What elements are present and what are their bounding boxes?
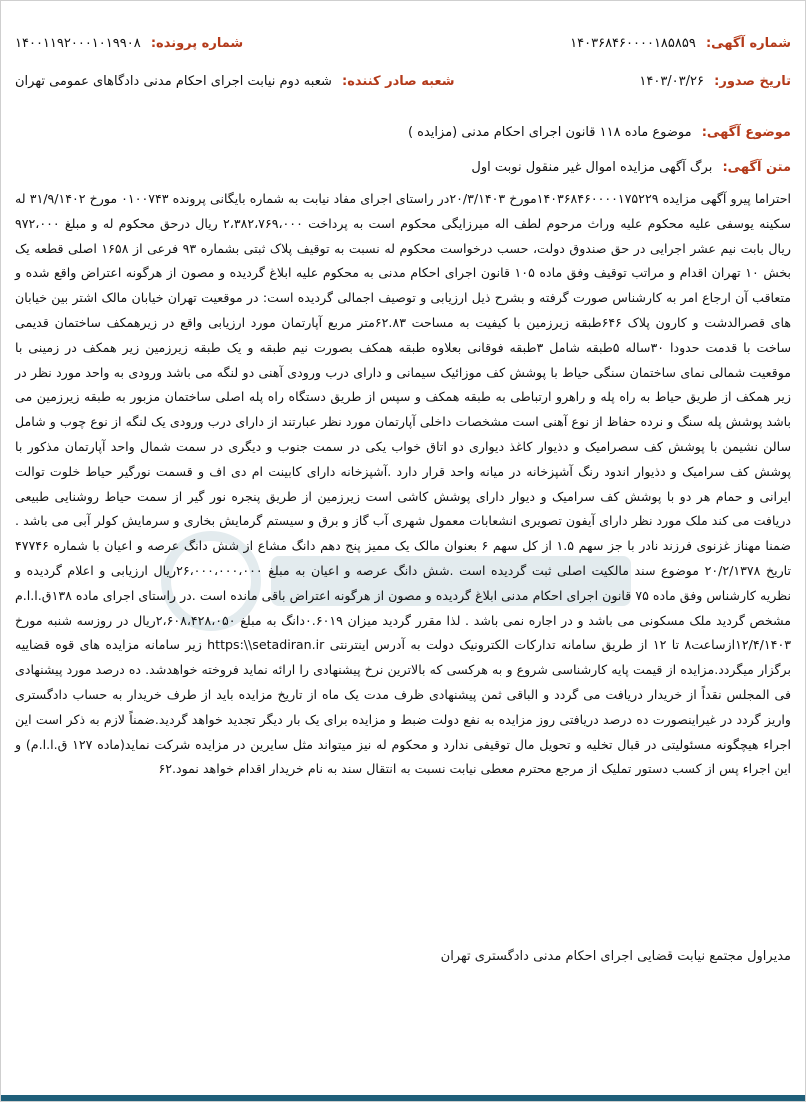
case-number-label: شماره پرونده: [150,36,244,51]
issuer-value: شعبه دوم نیابت اجرای احکام مدنی دادگاهای عمومی تهران [15,74,332,89]
issuer-label: شعبه صادر کننده: [342,74,455,89]
header-row-2 [15,71,791,93]
issue-date-label: تاریخ صدور: [714,74,791,89]
header-row-1 [15,33,791,55]
ad-subject-value: موضوع ماده ۱۱۸ قانون اجرای احکام مدنی (مزایده ) [407,125,692,140]
ad-number-label: شماره آگهی: [705,36,791,51]
ad-subject [15,123,791,143]
ad-text-label: متن آگهی: [722,160,791,175]
ad-text-value: برگ آگهی مزایده اموال غیر منقول نوبت اول [471,160,713,175]
case-number-value: ۱۴۰۰۱۱۹۲۰۰۰۱۰۱۹۹۰۸ [15,36,141,51]
ad-body-paragraph: احتراما پیرو آگهی مزایده ۱۴۰۳۶۸۴۶۰۰۰۰۱۷۵۲۲۹مورخ ۲۰/۳/۱۴۰۳در راستای اجرای مفاد نیابت به شماره بایگانی پرونده ۰۱۰۰۷۴۳ مورخ ۳۱/۹/۱۴۰۲ له سکینه یوسفی علیه محکوم علیه وراث مرحوم لطف اله میرزایگی محکوم است به پرداخت ۲،۳۸۲،۷۶۹،۰۰۰ ریال درحق محکوم له و مبلغ ۹۷۲،۰۰۰ ریال بابت نیم عشر اجرایی در حق صندوق دولت، حسب درخواست محکوم له نسبت به توقیف پلاک ثبتی بشماره ۹۳ فرعی از ۱۶۵۸ اصلی قطعه یک بخش ۱۰ تهران اقدام و مراتب توقیف وفق ماده ۱۰۵ قانون اجرای احکام مدنی به محکوم علیه ابلاغ گردیده و مصون از هرگونه اعتراض واقع شده و متعاقب آن ارجاع امر به کارشناس صورت گرفته و بشرح ذیل ارزیابی و توصیف اجمالی گردیده است: در موقعیت تهران خیابان مالک اشتر بین خیابان های قصرالدشت و کارون پلاک ۶۴۶طبقه زیرزمین با کیفیت به مساحت ۶۲.۸۳متر مربع آپارتمان مورد ارزیابی واقع در زیرهمکف ساختمان قدیمی ساخت با قدمت حدودا ۳۰ساله ۵طبقه شامل ۳طبقه فوقانی بعلاوه طبقه همکف بصورت نیم طبقه و یک طبقه زیرزمین زیر همکف در زمینی با موقعیت شمالی نمای ساختمان سنگی حیاط با پوشش کف موزائیک سیمانی و دارای درب ورودی آهنی دو لنگه می باشد ورودی به واحد مورد نظر در زیر همکف از طریق حیاط به راه پله و راهرو ارتباطی به طبقه همکف و سپس از طریق دستگاه راه پله اصلی ساختمان مزبور به طبقه زیرزمین می باشد پوشش پله سنگ و نرده حفاظ از نوع آهنی است مشخصات داخلی آپارتمان مورد نظر عبارتند از دارای درب ورودی یک لنگه از نوع چوب و شامل سالن نشیمن با پوشش کف سصرامیک و دذیوار کاغذ دیواری دو اتاق خواب یکی در سمت جنوب و دیگری در سمت شمال واحد آپارتمان مذکور با پوشش کف سرامیک و دذیوار اندود رنگ آشپزخانه در میانه واحد قرار دارد .آشپزخانه دارای کابینت ام دی اف و قسمت نورگیر حیاط خلوت توالت ایرانی و حمام هر دو با پوشش کف سرامیک و دیوار دارای پوشش کاشی است زیرزمین از طریق پنجره نور گیر از سمت حیاط روشنایی طبیعی دریافت می کند ملک مورد نظر دارای آیفون تصویری انشعابات معمول شهری آب گاز و برق و سیستم گرمایش بخاری و سرمایش کولر آبی می باشد . ضمنا مهناز غزنوی فرزند نادر با جز سهم ۱.۵ از کل سهم ۶ بعنوان مالک یک ممیز پنج دهم دانگ مشاع از شش دانگ عرصه و اعیان با شماره ۴۷۷۴۶ تاریخ ۲۰/۲/۱۳۷۸ موضوع سند مالکیت اصلی ثبت گردیده است .شش دانگ عرصه و اعیان به مبلغ ۲۶،۰۰۰،۰۰۰،۰۰۰ریال ارزیابی و اعلام گردیده و نظریه کارشناس وفق ماده ۷۵ قانون اجرای احکام مدنی ابلاغ گردیده و مصون از هرگونه اعتراض باقی مانده است .در راستای اجرای ماده ۱۳۸ق.ا.ا.م مشخص گردید ملک مسکونی می باشد و در اجاره نمی باشد . لذا مقرر گردید میزان ۰.۶۰۱۹دانگ به مبلغ ۲،۶۰۸،۴۲۸،۰۵۰ریال در روزسه شنبه مورخ ۱۲/۴/۱۴۰۳ازساعت۸ تا ۱۲ از طریق سامانه تدارکات الکترونیک دولت به آدرس اینترنتی https:\\setadiran.ir زیر سامانه مزایده های قوه قضاییه برگزار میگردد.مزایده از قیمت پایه کارشناسی شروع و به هرکسی که بالاترین نرخ پیشنهادی را ارائه نماید فروخته خواهدشد. ده درصد مورد پیشنهادی فی المجلس نقداً از خریدار دریافت می گردد و الباقی ثمن پیشنهادی ظرف مدت یک ماه از تاریخ مزایده باید از طرف خریدار به حساب دادگستری واریز گردد در غیراینصورت ده درصد دریافتی روز مزایده به نفع دولت ضبط و مزایده برای یک بار دیگر تجدید خواهد گردید.ضمناً لازم به ذکر است این اجراء هیچگونه مسئولیتی در قبال تخلیه و تحویل مال توقیفی ندارد و محکوم له نیز میتواند مثل سایرین در مزایده شرکت نماید(ماده ۱۲۷ ق.ا.ا.م) و این اجراء پس از کسب دستور تملیک از مرجع محترم معطی نیابت نسبت به انتقال سند به نام خریدار اقدام خواهد نمود.۶۲ [15,191,792,777]
issue-date [639,71,791,93]
ad-number-value: ۱۴۰۳۶۸۴۶۰۰۰۰۱۸۵۸۵۹ [570,36,696,51]
case-number [15,33,243,55]
signature-line: مدیراول مجتمع نیابت قضایی اجرای احکام مدنی دادگستری تهران [440,949,791,964]
bottom-bar [1,1095,805,1101]
ad-text-title [15,158,791,178]
ad-number [570,33,791,55]
issuer [15,71,455,93]
ad-subject-label: موضوع آگهی: [701,125,791,140]
issue-date-value: ۱۴۰۳/۰۳/۲۶ [639,74,704,89]
